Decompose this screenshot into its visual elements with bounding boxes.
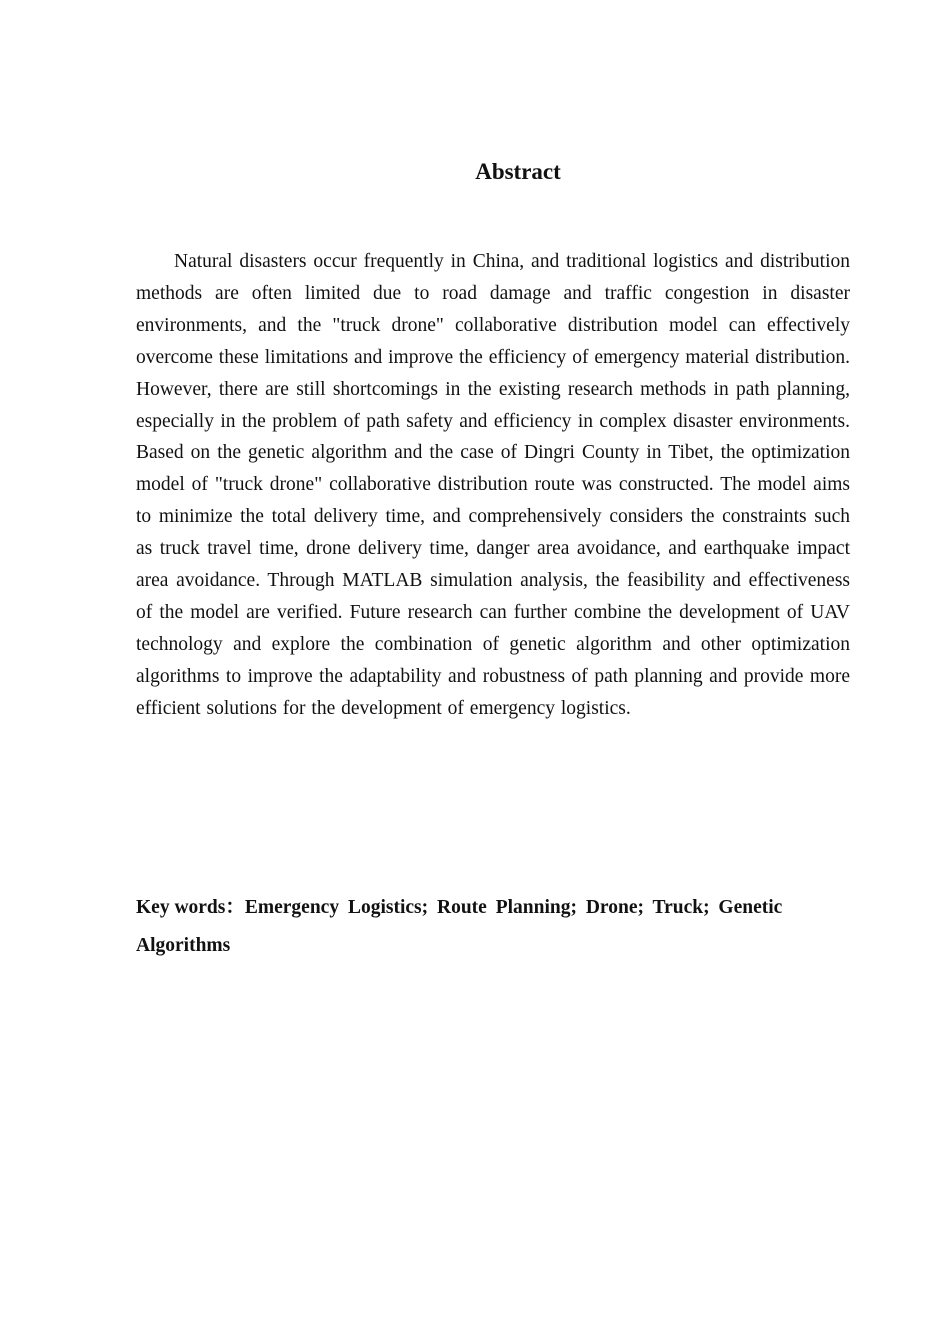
keywords-list: Emergency Logistics; Route Planning; Drone; Truck; Genetic Algorithms (136, 897, 783, 956)
abstract-title: Abstract (475, 159, 561, 184)
keywords-label: Key words： (136, 897, 245, 918)
abstract-body: Natural disasters occur frequently in China, and traditional logistics and distribution methods are often limited due to road damage and traffic congestion in disaster environments, and the "truck drone" collaborative distribution model can effectively overcome these limitations and improve the efficiency of emergency material distribution. However, there are still shortcomings in the existing research methods in path planning, especially in the problem of path safety and efficiency in complex disaster environments. Based on the genetic algorithm and the case of Dingri County in Tibet, the optimization model of "truck drone" collaborative distribution route was constructed. The model aims to minimize the total delivery time, and comprehensively considers the constraints such as truck travel time, drone delivery time, danger area avoidance, and earthquake impact area avoidance. Through MATLAB simulation analysis, the feasibility and effectiveness of the model are verified. Future research can further combine the development of UAV technology and explore the combination of genetic algorithm and other optimization algorithms to improve the adaptability and robustness of path planning and provide more efficient solutions for the development of emergency logistics. (136, 251, 850, 719)
keywords-line (136, 889, 850, 965)
